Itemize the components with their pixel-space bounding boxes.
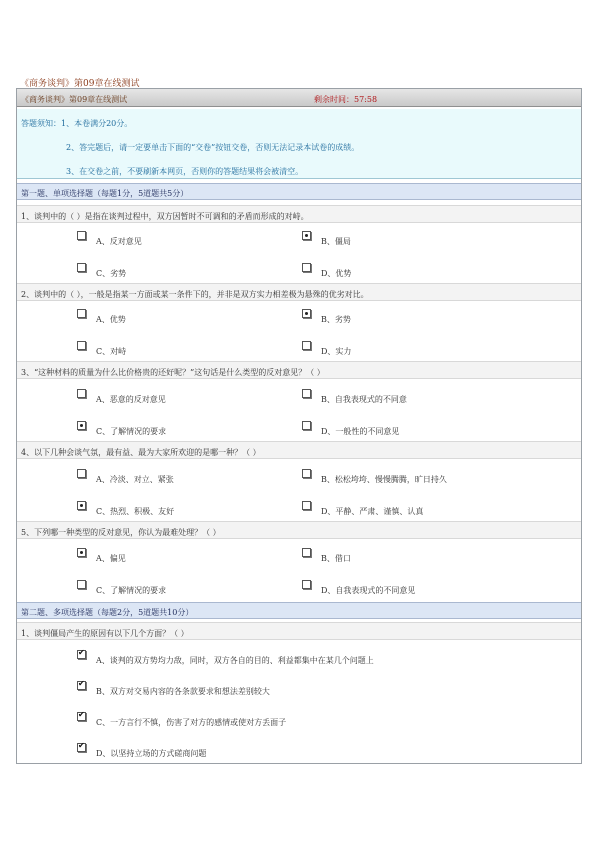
option-label: B、借口 <box>321 554 351 563</box>
radio-button[interactable] <box>77 341 86 350</box>
question-row <box>17 441 581 459</box>
notice-line-2: 2、答完题后，请一定要单击下面的“交卷”按钮交卷，否则无法记录本试卷的成绩。 <box>66 143 360 152</box>
radio-button[interactable] <box>77 389 86 398</box>
option-label: B、自我表现式的不同意 <box>321 395 407 404</box>
option-label: D、实力 <box>321 347 352 356</box>
exam-header <box>17 89 581 107</box>
exam-title: 《商务谈判》第09章在线测试 <box>21 95 128 104</box>
checkbox-checked[interactable] <box>77 743 86 752</box>
checkbox-checked[interactable] <box>77 681 86 690</box>
section-title: 第一题、单项选择题（每题1分，5道题共5分） <box>21 189 189 198</box>
option-label: C、对峙 <box>96 347 127 356</box>
radio-button[interactable] <box>302 580 311 589</box>
radio-button[interactable] <box>302 341 311 350</box>
option-label: A、冷淡、对立、紧张 <box>96 475 174 484</box>
question-row <box>17 283 581 301</box>
option-label: C、热烈、积极、友好 <box>96 507 175 516</box>
question-row <box>17 361 581 379</box>
radio-button[interactable] <box>302 421 311 430</box>
option-label: B、劣势 <box>321 315 351 324</box>
radio-button[interactable] <box>302 389 311 398</box>
exam-notice <box>17 109 581 179</box>
radio-button-selected[interactable] <box>302 309 311 318</box>
question-text: 1、谈判中的（ ）是指在谈判过程中，双方因暂时不可调和的矛盾而形成的对峙。 <box>21 212 309 221</box>
option-label: A、优势 <box>96 315 126 324</box>
option-label: D、自我表现式的不同意见 <box>321 586 416 595</box>
question-row <box>17 521 581 539</box>
option-label: B、双方对交易内容的各条款要求和想法差别较大 <box>96 687 270 696</box>
radio-button[interactable] <box>77 231 86 240</box>
question-row <box>17 622 581 640</box>
option-label: D、平静、严肃、谨慎、认真 <box>321 507 424 516</box>
radio-button-selected[interactable] <box>77 501 86 510</box>
exam-frame <box>16 88 582 764</box>
checkbox-checked[interactable] <box>77 650 86 659</box>
question-text: 4、以下几种会谈气氛，最有益、最为大家所欢迎的是哪一种？（ ） <box>21 448 261 457</box>
option-label: B、松松垮垮、慢慢腾腾，旷日持久 <box>321 475 447 484</box>
radio-button-selected[interactable] <box>77 421 86 430</box>
option-label: A、谈判的双方势均力敌，同时，双方各自的目的、利益都集中在某几个问题上 <box>96 656 374 665</box>
radio-button[interactable] <box>302 263 311 272</box>
notice-line-3: 3、在交卷之前，不要刷新本网页，否则你的答题结果将会被清空。 <box>66 167 304 176</box>
radio-button[interactable] <box>302 469 311 478</box>
radio-button[interactable] <box>77 309 86 318</box>
radio-button[interactable] <box>77 263 86 272</box>
option-label: C、一方言行不慎，伤害了对方的感情或使对方丢面子 <box>96 718 287 727</box>
radio-button[interactable] <box>302 501 311 510</box>
section-single-choice <box>17 183 581 200</box>
option-label: B、僵局 <box>321 237 351 246</box>
radio-button[interactable] <box>77 469 86 478</box>
question-text: 5、下列哪一种类型的反对意见，你认为最难处理？（ ） <box>21 528 221 537</box>
question-text: 1、谈判僵局产生的原因有以下几个方面？（ ） <box>21 629 189 638</box>
option-label: A、反对意见 <box>96 237 142 246</box>
section-multiple-choice <box>17 602 581 619</box>
section-title: 第二题、多项选择题（每题2分，5道题共10分） <box>21 608 194 617</box>
page-title: 《商务谈判》第09章在线测试 <box>20 79 140 89</box>
radio-button-selected[interactable] <box>302 231 311 240</box>
notice-line-1: 答题须知：1、本卷满分20分。 <box>21 119 133 128</box>
option-label: C、劣势 <box>96 269 127 278</box>
option-label: C、了解情况的要求 <box>96 586 167 595</box>
radio-button-selected[interactable] <box>77 548 86 557</box>
option-label: A、恶意的反对意见 <box>96 395 166 404</box>
countdown-timer: 剩余时间：57:58 <box>314 95 378 104</box>
question-text: 3、“这种材料的质量为什么比价格贵的还好呢？”这句话是什么类型的反对意见？（ ） <box>21 368 325 377</box>
option-label: D、以坚持立场的方式磋商问题 <box>96 749 207 758</box>
checkbox-checked[interactable] <box>77 712 86 721</box>
radio-button[interactable] <box>77 580 86 589</box>
option-label: D、一般性的不同意见 <box>321 427 400 436</box>
option-label: A、偏见 <box>96 554 126 563</box>
option-label: D、优势 <box>321 269 352 278</box>
question-text: 2、谈判中的（ ），一般是指某一方面或某一条件下的，并非是双方实力相差极为悬殊的优劣对比。 <box>21 290 369 299</box>
radio-button[interactable] <box>302 548 311 557</box>
question-row <box>17 205 581 223</box>
option-label: C、了解情况的要求 <box>96 427 167 436</box>
